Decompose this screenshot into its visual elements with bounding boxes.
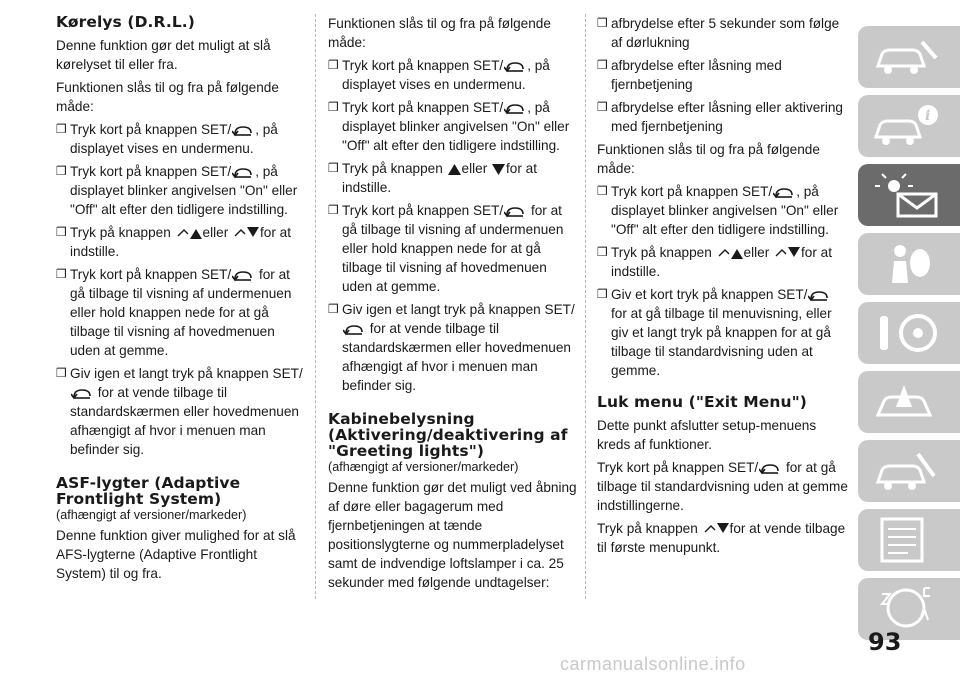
watermark: carmanualsonline.info [560,654,746,674]
car-info-icon [872,101,942,151]
return-arrow-icon [232,270,254,282]
tab-breakdown[interactable] [858,371,960,433]
tab-key-steering[interactable] [858,302,960,364]
airbag-person-icon [872,239,942,289]
tab-airbag[interactable] [858,233,960,295]
asf-intro: Denne funktion giver mulighed for at slå AFS-lygterne (Adaptive Frontlight System) til og fra. [56,528,296,581]
column-3 [597,14,849,561]
car-breakdown-icon [872,377,942,427]
list-item: ❒ Tryk på knappen eller for at indstille. [328,159,578,197]
column-divider [585,14,586,599]
light-up-icon [717,246,743,260]
list-item: ❒ Giv igen et langt tryk på knappen SET/ for at vende tilbage til standardskærmen eller hovedmenuen afhængigt af hvor i menuen man befinder sig. [56,364,306,459]
list-item: ❒ Tryk kort på knappen SET/ for at gå tilbage til visning af undermenuen eller hold knappen nede for at gå tilbage til visning af hovedmenuen uden at gemme. [328,201,578,296]
asf-subheading: (afhængigt af versioner/markeder) [56,508,247,522]
tab-car-wrench[interactable] [858,26,960,88]
list-item: ❒ afbrydelse efter låsning eller aktivering med fjernbetjening [597,98,849,136]
list-item: ❒ Tryk kort på knappen SET/ , på displayet blinker angivelsen "On" eller "Off" alt efter den tidligere indstilling. [328,98,578,155]
tab-service[interactable] [858,440,960,502]
return-arrow-icon [232,125,254,137]
greeting-lights-heading: Kabinebelysning (Aktivering/deaktivering af "Greeting lights") [328,410,568,460]
list-item: ❒ Tryk kort på knappen SET/ , på displayet blinker angivelsen "On" eller "Off" alt efter den tidligere indstilling. [56,162,306,219]
light-down-icon [774,246,800,260]
asf-heading: ASF-lygter (Adaptive Frontlight System) [56,474,241,508]
drl-intro: Denne funktion gør det muligt at slå kørelyset til eller fra. [56,38,271,72]
return-arrow-icon [773,187,795,199]
list-item: ❒ Tryk på knappen eller for at indstille. [56,223,306,261]
list-item: ❒ Tryk kort på knappen SET/ , på displayet vises en undermenu. [328,56,578,94]
exit-menu-intro: Dette punkt afslutter setup-menuens kreds af funktioner. [597,418,817,452]
data-list-icon [872,515,942,565]
svg-text:i: i [925,108,931,124]
return-arrow-icon [504,103,526,115]
light-down-icon [233,226,259,240]
key-steering-icon [872,308,942,358]
return-arrow-icon [343,324,365,336]
greeting-howto: Funktionen slås til og fra på følgende måde: [597,142,820,176]
list-item: ❒ Tryk kort på knappen SET/ , på displayet vises en undermenu. [56,120,306,158]
return-arrow-icon [504,61,526,73]
list-item: ❒ Tryk kort på knappen SET/ for at gå tilbage til visning af undermenuen eller hold knappen nede for at gå tilbage til visning af hovedmenuen uden at gemme. [56,265,306,360]
chapter-tabs [858,26,960,647]
triangle-up-icon [448,163,461,176]
list-item: ❒ Giv et kort tryk på knappen SET/ for at gå tilbage til menuvisning, eller giv et langt tryk på knappen for at gå tilbage til standardvisning uden at gemme. [597,285,849,380]
triangle-down-icon [492,163,505,176]
exit-menu-save: Tryk kort på knappen SET/ for at gå tilbage til standardvisning uden at gemme indstillingerne. [597,460,848,513]
exit-menu-first: Tryk på knappen for at vende tilbage til første menupunkt. [597,521,846,555]
column-1 [56,14,306,587]
return-arrow-icon [232,167,254,179]
return-arrow-icon [71,388,93,400]
tab-light-warning[interactable] [858,164,960,226]
return-arrow-icon [759,463,781,475]
return-arrow-icon [808,290,830,302]
column-divider [315,14,316,599]
column-2 [328,14,578,596]
greeting-lights-subheading: (afhængigt af versioner/markeder) [328,460,519,474]
light-down-icon [703,522,729,536]
alphabet-index-icon [872,584,942,634]
drl-howto: Funktionen slås til og fra på følgende måde: [56,80,279,114]
list-item: ❒ Tryk kort på knappen SET/ , på displayet blinker angivelsen "On" eller "Off" alt efter den tidligere indstilling. [597,182,849,239]
drl-heading: Kørelys (D.R.L.) [56,13,195,31]
return-arrow-icon [504,206,526,218]
tab-data[interactable] [858,509,960,571]
car-service-icon [872,446,942,496]
car-wrench-icon [872,32,942,82]
list-item: ❒ afbrydelse efter 5 sekunder som følge af dørlukning [597,14,849,52]
tab-car-info[interactable] [858,95,960,157]
light-up-icon [176,226,202,240]
greeting-lights-intro: Denne funktion gør det muligt ved åbning af døre eller bagagerum med fjernbetjeningen at tænde positionslygterne og nummerpladelyset samt de indvendige loftslamper i ca. 25 sekunder med følgende undtagelser: [328,480,577,590]
light-warning-icon [872,170,942,220]
exit-menu-heading: Luk menu ("Exit Menu") [597,393,807,411]
list-item: ❒ Giv igen et langt tryk på knappen SET/ for at vende tilbage til standardskærmen eller hovedmenuen afhængigt af hvor i menuen man befinder sig. [328,300,578,395]
list-item: ❒ Tryk på knappen eller for at indstille. [597,243,849,281]
page-number: 93 [868,628,902,656]
list-item: ❒ afbrydelse efter låsning med fjernbetjening [597,56,849,94]
asf-howto: Funktionen slås til og fra på følgende måde: [328,16,551,50]
